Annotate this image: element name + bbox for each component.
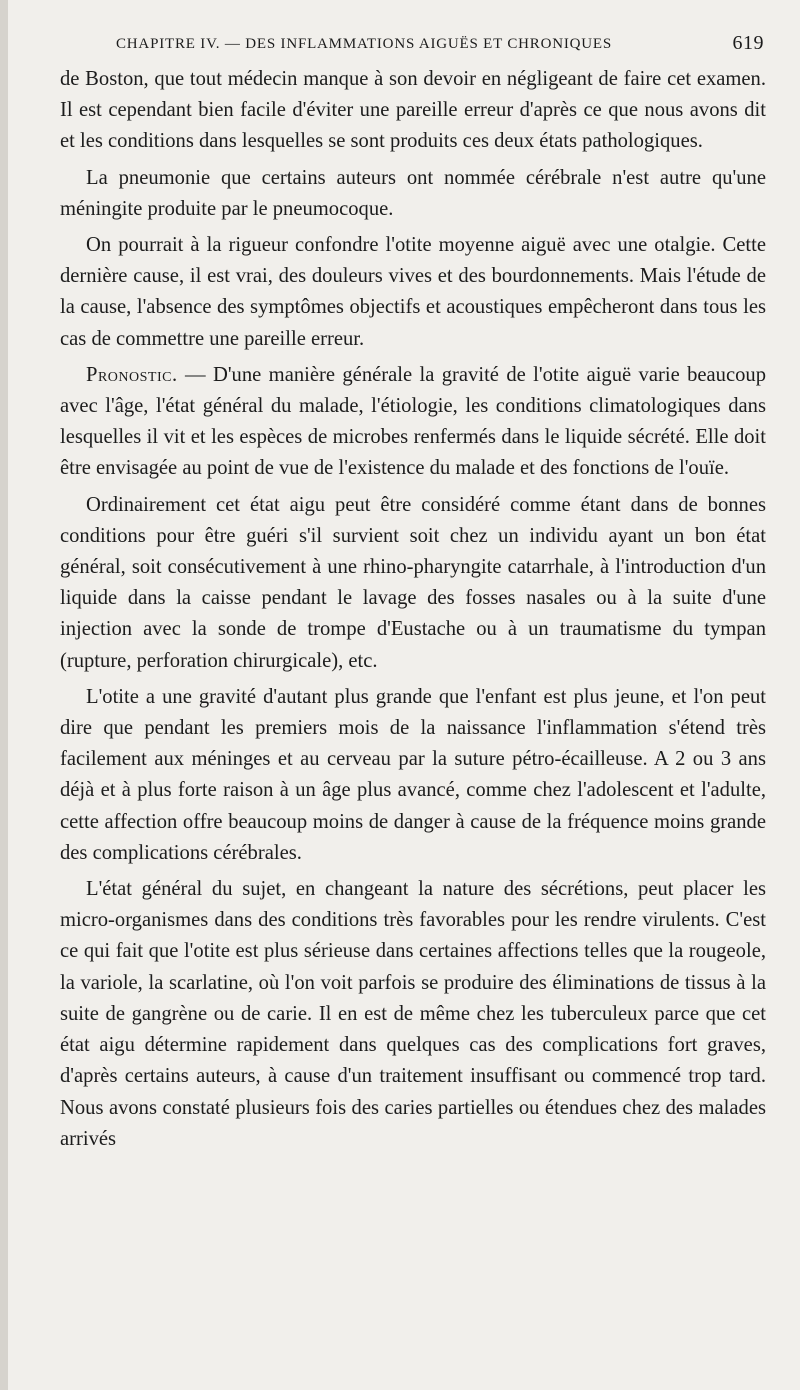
paragraph-continued: de Boston, que tout médecin manque à son devoir en négligeant de faire cet examen. Il est cependant bien facile d'éviter une pareille erreur d'après ce que nous avons dit et les conditions dans lesquelles se sont produits ces deux états pathologiques. [60, 68, 766, 153]
paragraph-otalgie: On pourrait à la rigueur confondre l'otite moyenne aiguë avec une otalgie. Cette dernière cause, il est vrai, des douleurs vives et des bourdonnements. Mais l'étude de la cause, l'absence des symptômes objectifs et acoustiques empêcheront dans tous les cas de commettre une pareille erreur. [60, 234, 766, 350]
page-number: 619 [732, 32, 764, 54]
paragraph-pneumonie: La pneumonie que certains auteurs ont nommée cérébrale n'est autre qu'une méningite produite par le pneumocoque. [60, 166, 766, 220]
section-label-pronostic: Pronostic. [86, 363, 178, 386]
paragraph-etat-general: L'état général du sujet, en changeant la nature des sécrétions, peut placer les micro-organismes dans des conditions très favorables pour les rendre virulents. C'est ce qui fait que l'otite est plus sérieuse dans certaines affections telles que la rougeole, la variole, la scarlatine, où l'on voit parfois se produire des éliminations de tissus à la suite de gangrène ou de carie. Il en est de même chez les tuberculeux parce que cet état aigu détermine rapidement dans quelques cas des complications fort graves, d'après certains auteurs, à cause d'un traitement insuffisant ou commencé trop tard. Nous avons constaté plusieurs fois des caries partielles ou étendues chez des malades arrivés [60, 878, 766, 1150]
book-page [60, 30, 766, 1160]
pronostic-text: — D'une manière générale la gravité de l'otite aiguë varie beaucoup avec l'âge, l'état général du malade, l'étiologie, les conditions climatologiques dans lesquelles il vit et les espèces de microbes renfermés dans le liquide sécrété. Elle doit être envisagée au point de vue de l'existence du malade et des fonctions de l'ouïe. [60, 363, 766, 480]
running-title: CHAPITRE IV. — DES INFLAMMATIONS AIGUËS ET CHRONIQUES [116, 36, 613, 52]
page-edge-shadow [0, 0, 8, 1390]
paragraph-ordinairement: Ordinairement cet état aigu peut être considéré comme étant dans de bonnes conditions pour être guéri s'il survient soit chez un individu ayant un bon état général, soit consécutivement à une rhino-pharyngite catarrhale, à l'introduction d'un liquide dans la caisse pendant le lavage des fosses nasales ou à la suite d'une injection avec la sonde de trompe d'Eustache ou à un traumatisme du tympan (rupture, perforation chirurgicale), etc. [60, 493, 766, 672]
page-header [60, 30, 766, 64]
paragraph-pronostic [60, 360, 766, 485]
body-text [60, 64, 766, 1155]
paragraph-enfant: L'otite a une gravité d'autant plus grande que l'enfant est plus jeune, et l'on peut dire que pendant les premiers mois de la naissance l'inflammation s'étend très facilement aux méninges et au cerveau par la suture pétro-écailleuse. A 2 ou 3 ans déjà et à plus forte raison à un âge plus avancé, comme chez l'adolescent et l'adulte, cette affection offre beaucoup moins de danger à cause de la fréquence moins grande des complications cérébrales. [60, 685, 766, 864]
